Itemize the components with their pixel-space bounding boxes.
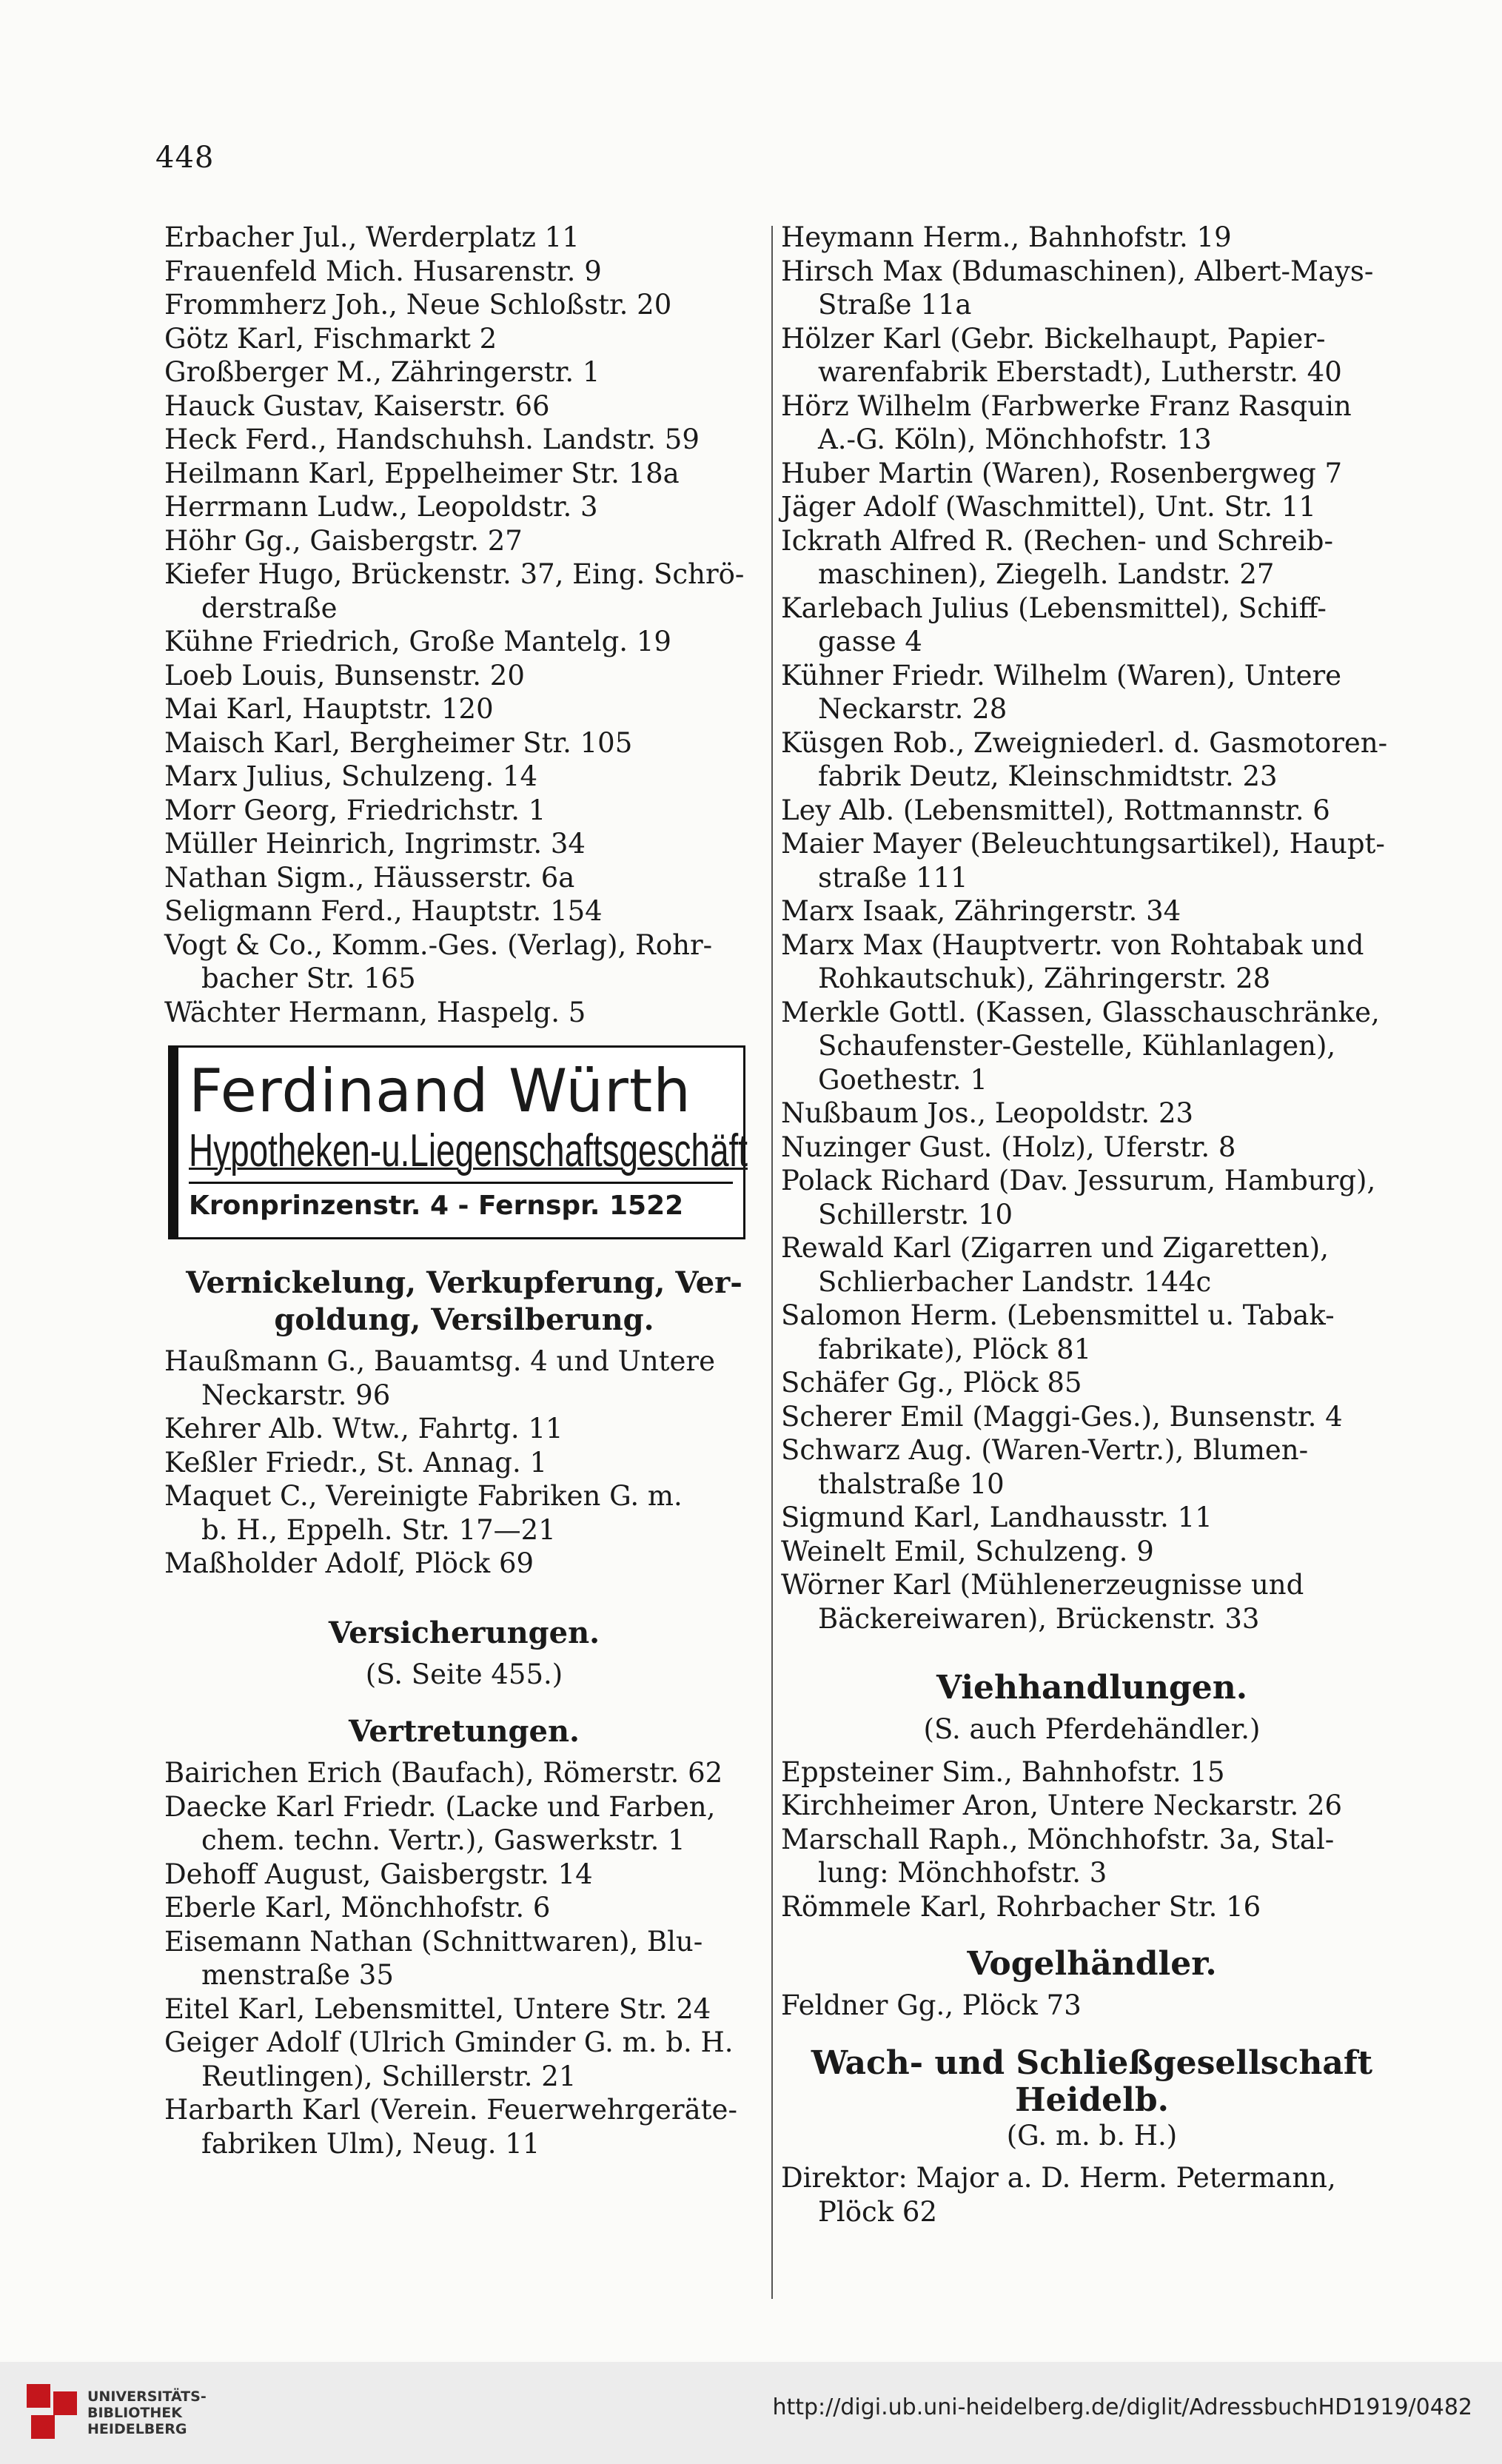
directory-entry: Kühner Friedr. Wilhelm (Waren), Untere [781,659,1342,692]
directory-entry: Hauck Gustav, Kaiserstr. 66 [164,389,550,422]
directory-entry: Bairichen Erich (Baufach), Römerstr. 62 [164,1757,723,1789]
directory-entry: Nuzinger Gust. (Holz), Uferstr. 8 [781,1131,1236,1163]
right-column [781,221,1403,2229]
directory-entry: Erbacher Jul., Werderplatz 11 [164,221,580,253]
directory-entry: Feldner Gg., Plöck 73 [781,1989,1082,2021]
directory-entry: Marx Max (Hauptvertr. von Rohtabak und [781,928,1364,961]
directory-entry: Hölzer Karl (Gebr. Bickelhaupt, Papier- [781,322,1326,355]
page-number: 448 [155,141,215,175]
directory-entry: Nußbaum Jos., Leopoldstr. 23 [781,1097,1194,1129]
directory-entry: Harbarth Karl (Verein. Feuerwehrgeräte- [164,2094,737,2126]
vogelhaendler-entries [781,1989,1403,2023]
directory-entry: Haußmann G., Bauamtsg. 4 und Untere [164,1345,716,1377]
directory-entry: Maier Mayer (Beleuchtungsartikel), Haupt- [781,828,1385,860]
directory-entry: Maisch Karl, Bergheimer Str. 105 [164,726,633,759]
section-note-viehhandlungen: (S. auch Pferdehändler.) [923,1713,1261,1745]
directory-entry: Frommherz Joh., Neue Schloßstr. 20 [164,289,672,321]
directory-entry: Eitel Karl, Lebensmittel, Untere Str. 24 [164,1992,711,2025]
directory-entry: Wächter Hermann, Haspelg. 5 [164,996,586,1028]
directory-entry: gasse 4 [818,626,922,657]
directory-entry: Nathan Sigm., Häusserstr. 6a [164,861,575,894]
directory-entry: Götz Karl, Fischmarkt 2 [164,322,497,355]
directory-entry: Rewald Karl (Zigarren und Zigaretten), [781,1232,1329,1264]
ad-business-type: Hypotheken-u.Liegenschaftsgeschäft [189,1125,748,1176]
right-entries [781,221,1403,1636]
directory-entry: Marx Isaak, Zähringerstr. 34 [781,895,1181,927]
directory-entry: Karlebach Julius (Lebensmittel), Schiff- [781,592,1327,624]
section-heading-versicherungen: Versicherungen. [328,1615,600,1650]
directory-entry: Heck Ferd., Handschuhsh. Landstr. 59 [164,424,700,455]
directory-entry: b. H., Eppelh. Str. 17—21 [201,1513,556,1546]
section-heading-vernickelung-cont: goldung, Versilberung. [274,1302,654,1337]
directory-entry: Maßholder Adolf, Plöck 69 [164,1547,534,1579]
directory-entry: Dehoff August, Gaisbergstr. 14 [164,1858,593,1890]
directory-entry: Maquet C., Vereinigte Fabriken G. m. [164,1480,683,1512]
directory-entry: Straße 11a [818,289,972,321]
directory-entry: straße 111 [818,861,968,894]
directory-entry: Kühne Friedrich, Große Mantelg. 19 [164,626,671,657]
directory-entry: Polack Richard (Dav. Jessurum, Hamburg), [781,1165,1376,1196]
footer-bar [0,2362,1502,2464]
directory-entry: Merkle Gottl. (Kassen, Glasschauschränke, [781,996,1380,1028]
section-heading-vogelhaendler: Vogelhändler. [967,1945,1217,1983]
directory-entry: Herrmann Ludw., Leopoldstr. 3 [164,491,598,523]
directory-entry: Schlierbacher Landstr. 144c [818,1265,1212,1298]
directory-entry: Wörner Karl (Mühlenerzeugnisse und [781,1569,1304,1601]
directory-entry: Großberger M., Zähringerstr. 1 [164,356,600,388]
directory-entry: Heilmann Karl, Eppelheimer Str. 18a [164,457,680,489]
directory-entry: bacher Str. 165 [201,962,416,994]
directory-entry: Römmele Karl, Rohrbacher Str. 16 [781,1890,1261,1923]
directory-entry: Heymann Herm., Bahnhofstr. 19 [781,221,1232,253]
directory-entry: Höhr Gg., Gaisbergstr. 27 [164,524,523,557]
logo-text-line: HEIDELBERG [87,2421,187,2437]
left-column [164,221,764,2160]
library-logo-text [87,2388,207,2437]
ad-contact: Kronprinzenstr. 4 - Fernspr. 1522 [189,1182,733,1228]
directory-entry: Hörz Wilhelm (Farbwerke Franz Rasquin [781,389,1352,422]
directory-entry: Goethestr. 1 [818,1063,988,1096]
vertretungen-entries [164,1756,764,2160]
directory-entry: Morr Georg, Friedrichstr. 1 [164,794,546,826]
wachgesellschaft-entries [781,2161,1403,2229]
directory-entry: Plöck 62 [818,2195,937,2228]
directory-entry: fabrik Deutz, Kleinschmidtstr. 23 [818,760,1278,792]
ad-company-name: Ferdinand Würth [189,1056,691,1125]
directory-entry: Keßler Friedr., St. Annag. 1 [164,1446,548,1479]
section-heading-vertretungen: Vertretungen. [349,1714,580,1749]
directory-entry: Loeb Louis, Bunsenstr. 20 [164,659,525,692]
directory-entry: Hirsch Max (Bdumaschinen), Albert-Mays- [781,255,1374,287]
directory-entry: Seligmann Ferd., Hauptstr. 154 [164,895,603,927]
directory-entry: Kirchheimer Aron, Untere Neckarstr. 26 [781,1790,1343,1821]
advertisement-box [168,1045,748,1239]
directory-entry: Weinelt Emil, Schulzeng. 9 [781,1535,1154,1567]
directory-entry: Sigmund Karl, Landhausstr. 11 [781,1502,1213,1533]
directory-entry: derstraße [201,592,338,624]
directory-entry: Salomon Herm. (Lebensmittel u. Tabak- [781,1299,1335,1331]
directory-entry: Müller Heinrich, Ingrimstr. 34 [164,828,586,860]
directory-entry: lung: Mönchhofstr. 3 [818,1857,1107,1889]
directory-entry: Direktor: Major a. D. Herm. Petermann, [781,2162,1336,2194]
directory-entry: maschinen), Ziegelh. Landstr. 27 [818,558,1275,590]
directory-entry: Geiger Adolf (Ulrich Gminder G. m. b. H. [164,2026,734,2058]
directory-entry: Kehrer Alb. Wtw., Fahrtg. 11 [164,1413,563,1444]
left-entries [164,221,764,1029]
section-note-versicherungen: (S. Seite 455.) [365,1658,563,1690]
directory-entry: menstraße 35 [201,1959,394,1991]
directory-entry: Schillerstr. 10 [818,1198,1013,1231]
viehhandlungen-entries [781,1755,1403,1924]
directory-entry: Ley Alb. (Lebensmittel), Rottmannstr. 6 [781,794,1330,826]
directory-entry: chem. techn. Vertr.), Gaswerkstr. 1 [201,1824,685,1856]
directory-entry: Mai Karl, Hauptstr. 120 [164,693,494,725]
directory-entry: Schwarz Aug. (Waren-Vertr.), Blumen- [781,1434,1309,1466]
directory-entry: Vogt & Co., Komm.-Ges. (Verlag), Rohr- [164,928,713,961]
directory-entry: Bäckereiwaren), Brückenstr. 33 [818,1602,1260,1635]
directory-entry: Daecke Karl Friedr. (Lacke und Farben, [164,1790,716,1823]
directory-entry: Marx Julius, Schulzeng. 14 [164,760,537,792]
directory-entry: Eisemann Nathan (Schnittwaren), Blu- [164,1925,703,1958]
logo-text-line: UNIVERSITÄTS- [87,2388,207,2405]
directory-entry: Huber Martin (Waren), Rosenbergweg 7 [781,457,1343,489]
directory-entry: Jäger Adolf (Waschmittel), Unt. Str. 11 [781,491,1316,523]
section-heading-vernickelung: Vernickelung, Verkupferung, Ver- [186,1265,742,1300]
directory-entry: Neckarstr. 96 [201,1379,391,1411]
directory-entry: fabriken Ulm), Neug. 11 [201,2127,540,2160]
directory-entry: Küsgen Rob., Zweigniederl. d. Gasmotoren- [781,726,1388,759]
directory-entry: A.-G. Köln), Mönchhofstr. 13 [818,424,1212,455]
directory-entry: Rohkautschuk), Zähringerstr. 28 [818,962,1271,994]
directory-entry: Neckarstr. 28 [818,693,1008,725]
library-logo-icon [27,2384,78,2442]
directory-entry: Ickrath Alfred R. (Rechen- und Schreib- [781,524,1333,557]
directory-entry: Frauenfeld Mich. Husarenstr. 9 [164,255,602,287]
logo-text-line: BIBLIOTHEK [87,2405,182,2421]
directory-entry: Reutlingen), Schillerstr. 21 [201,2060,577,2092]
section-heading-wachgesellschaft: Wach- und Schließgesellschaft Heidelb. [811,2043,1373,2119]
directory-entry: fabrikate), Plöck 81 [818,1333,1092,1365]
directory-entry: Kiefer Hugo, Brückenstr. 37, Eing. Schrö- [164,558,745,590]
source-url-link[interactable]: http://digi.ub.uni-heidelberg.de/diglit/AdressbuchHD1919/0482 [772,2394,1472,2420]
directory-entry: Schaufenster-Gestelle, Kühlanlagen), [818,1030,1336,1062]
directory-entry: warenfabrik Eberstadt), Lutherstr. 40 [818,356,1342,388]
directory-entry: Eberle Karl, Mönchhofstr. 6 [164,1892,551,1924]
vernickelung-entries [164,1345,764,1581]
directory-entry: Eppsteiner Sim., Bahnhofstr. 15 [781,1755,1225,1788]
directory-entry: Schäfer Gg., Plöck 85 [781,1367,1082,1399]
directory-entry: Marschall Raph., Mönchhofstr. 3a, Stal- [781,1823,1335,1855]
directory-entry: Scherer Emil (Maggi-Ges.), Bunsenstr. 4 [781,1400,1343,1433]
column-divider [771,226,773,2299]
directory-entry: thalstraße 10 [818,1467,1005,1500]
section-heading-viehhandlungen: Viehhandlungen. [936,1669,1248,1707]
section-note-wachgesellschaft: (G. m. b. H.) [1006,2119,1178,2152]
